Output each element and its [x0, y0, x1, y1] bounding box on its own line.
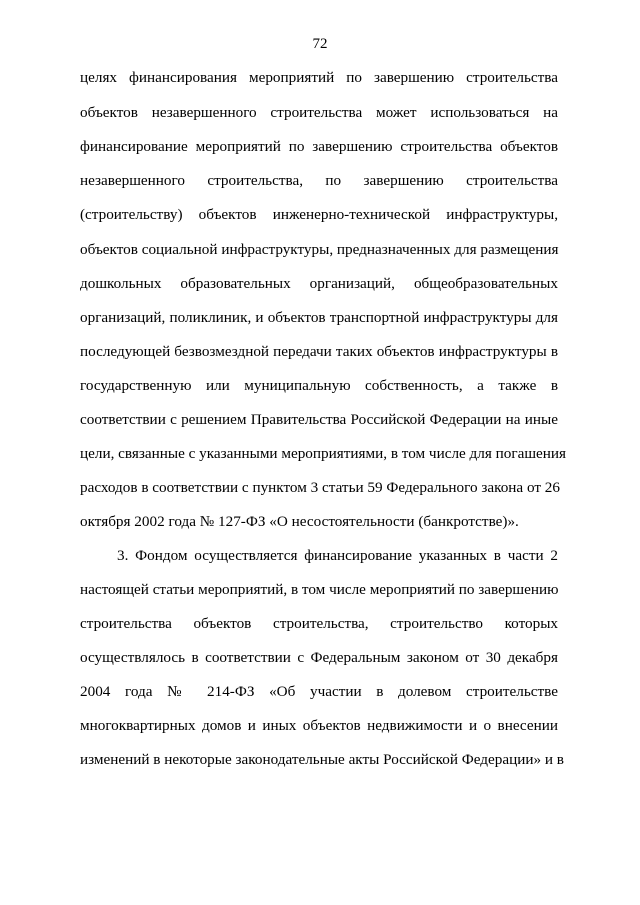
paragraph-start-line: 3. Фондом осуществляется финансирование указанных в части 2: [117, 547, 558, 564]
text-line: настоящей статьи мероприятий, в том числе мероприятий по завершению: [80, 581, 559, 598]
text-line: объектов социальной инфраструктуры, предназначенных для размещения: [80, 241, 559, 258]
text-line: изменений в некоторые законодательные акты Российской Федерации» и в: [80, 751, 564, 768]
text-line: (строительству) объектов инженерно-технической инфраструктуры,: [80, 206, 558, 223]
text-line: государственную или муниципальную собственность, а также в: [80, 377, 558, 394]
page-number: 72: [312, 36, 328, 52]
text-line: целях финансирования мероприятий по завершению строительства: [80, 69, 558, 86]
text-line: строительства объектов строительства, строительство которых: [80, 615, 558, 632]
text-line: 2004 года № 214-ФЗ «Об участии в долевом строительстве: [80, 683, 558, 700]
text-line: финансирование мероприятий по завершению строительства объектов: [80, 138, 558, 155]
text-line: соответствии с решением Правительства Российской Федерации на иные: [80, 411, 558, 428]
text-line: многоквартирных домов и иных объектов недвижимости и о внесении: [80, 717, 558, 734]
text-line: незавершенного строительства, по завершению строительства: [80, 172, 558, 189]
text-line: цели, связанные с указанными мероприятиями, в том числе для погашения: [80, 445, 567, 462]
text-line: расходов в соответствии с пунктом 3 статьи 59 Федерального закона от 26: [80, 479, 560, 496]
text-line: октября 2002 года № 127-ФЗ «О несостоятельности (банкротстве)».: [80, 513, 519, 530]
text-line: дошкольных образовательных организаций, общеобразовательных: [80, 275, 558, 292]
text-line: организаций, поликлиник, и объектов транспортной инфраструктуры для: [80, 309, 558, 326]
text-line: объектов незавершенного строительства может использоваться на: [80, 104, 558, 121]
text-line: последующей безвозмездной передачи таких объектов инфраструктуры в: [80, 343, 558, 360]
text-line: осуществлялось в соответствии с Федеральным законом от 30 декабря: [80, 649, 558, 666]
